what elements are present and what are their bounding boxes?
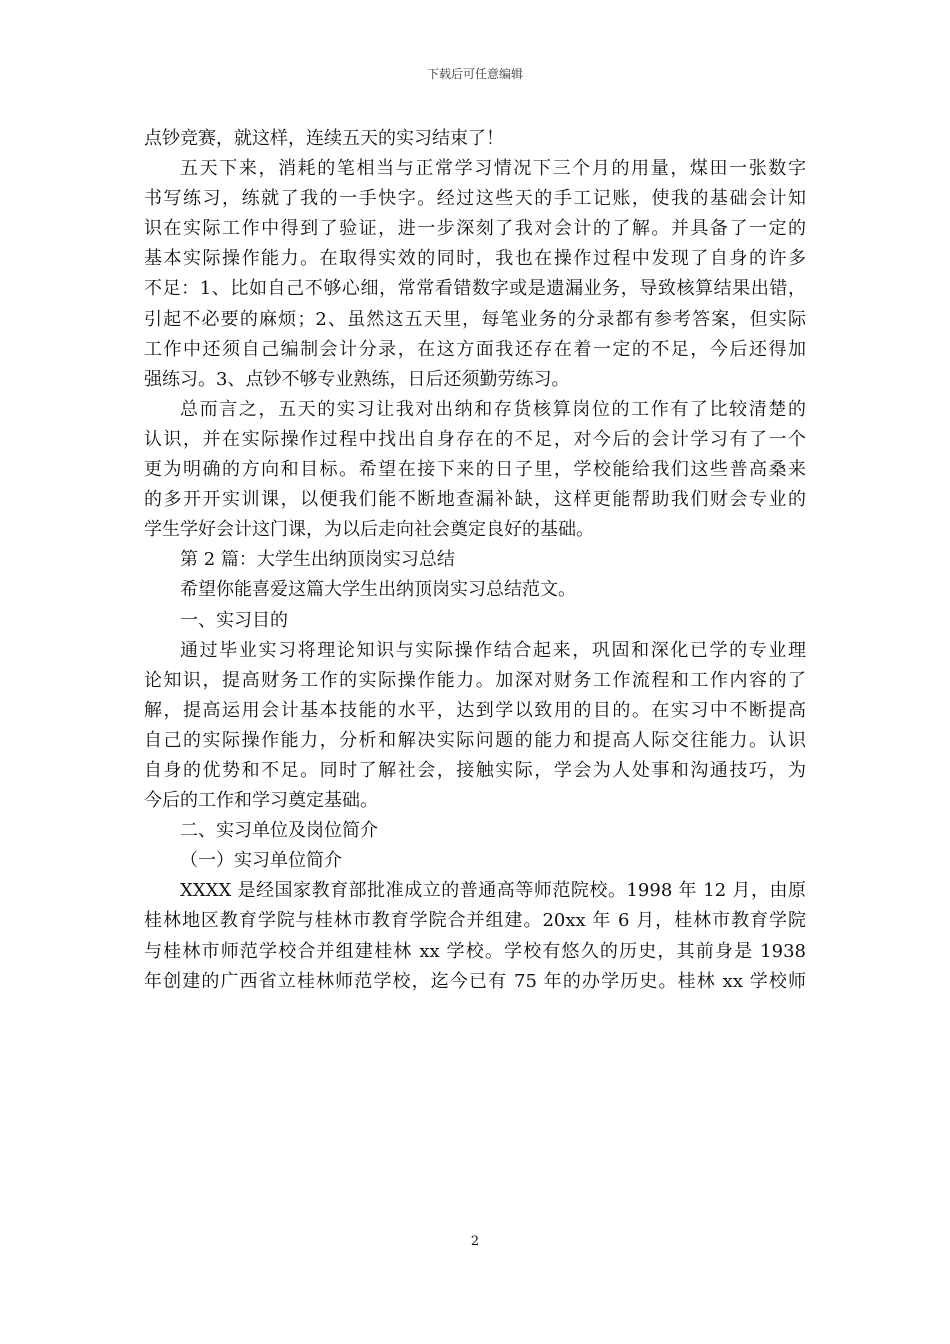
text-line: 年创建的广西省立桂林师范学校，迄今已有 75 年的办学历史。桂林 xx 学校师 <box>144 970 806 992</box>
document-body <box>144 124 806 997</box>
text-line: 总而言之，五天的实习让我对出纳和存货核算岗位的工作有了比较清楚的 <box>180 398 806 420</box>
text-line: 引起不必要的麻烦；2、虽然这五天里，每笔业务的分录都有参考答案，但实际 <box>144 308 806 330</box>
text-line: 今后的工作和学习奠定基础。 <box>144 790 378 812</box>
text-line: 强练习。3、点钞不够专业熟练，日后还须勤劳练习。 <box>144 368 570 390</box>
text-line: 论知识，提高财务工作的实际操作能力。加深对财务工作流程和工作内容的了 <box>144 669 806 691</box>
text-line: 通过毕业实习将理论知识与实际操作结合起来，巩固和深化已学的专业理 <box>180 639 806 661</box>
text-line: 学生学好会计这门课，为以后走向社会奠定良好的基础。 <box>144 519 594 541</box>
text-line: 书写练习，练就了我的一手快字。经过这些天的手工记账，使我的基础会计知 <box>144 188 806 210</box>
text-line: 一、实习目的 <box>180 609 288 631</box>
text-line: 自身的优势和不足。同时了解社会，接触实际，学会为人处事和沟通技巧，为 <box>144 759 806 781</box>
text-line: 的多开开实训课，以便我们能不断地查漏补缺，这样更能帮助我们财会专业的 <box>144 489 806 511</box>
page-number: 2 <box>470 1234 480 1249</box>
page-header: 下载后可任意编辑 <box>426 67 523 81</box>
text-line: 与桂林市师范学校合并组建桂林 xx 学校。学校有悠久的历史，其前身是 1938 <box>144 940 806 962</box>
text-line: 识在实际工作中得到了验证，进一步深刻了我对会计的了解。并具备了一定的 <box>144 218 806 240</box>
text-line: 更为明确的方向和目标。希望在接下来的日子里，学校能给我们这些普高桑来 <box>144 459 806 481</box>
text-line: 二、实习单位及岗位简介 <box>180 820 378 842</box>
text-line: 解，提高运用会计基本技能的水平，达到学以致用的目的。在实习中不断提高 <box>144 699 806 721</box>
text-line: XXXX 是经国家教育部批准成立的普通高等师范院校。1998 年 12 月，由原 <box>180 880 806 902</box>
text-line: 五天下来，消耗的笔相当与正常学习情况下三个月的用量，煤田一张数字 <box>180 158 806 180</box>
text-line: 认识，并在实际操作过程中找出自身存在的不足，对今后的会计学习有了一个 <box>144 428 806 450</box>
text-line: 点钞竞赛，就这样，连续五天的实习结束了！ <box>144 128 504 149</box>
text-line: 希望你能喜爱这篇大学生出纳顶岗实习总结范文。 <box>180 579 576 601</box>
text-line: 桂林地区教育学院与桂林市教育学院合并组建。20xx 年 6 月，桂林市教育学院 <box>144 910 806 932</box>
text-line: 工作中还须自己编制会计分录，在这方面我还存在着一定的不足，今后还得加 <box>144 338 806 360</box>
text-line: （一）实习单位简介 <box>180 850 342 872</box>
text-line: 第 2 篇：大学生出纳顶岗实习总结 <box>180 549 455 571</box>
text-line: 自己的实际操作能力，分析和解决实际问题的能力和提高人际交往能力。认识 <box>144 729 806 751</box>
text-line: 不足：1、比如自己不够心细，常常看错数字或是遗漏业务，导致核算结果出错， <box>144 278 806 300</box>
text-line: 基本实际操作能力。在取得实效的同时，我也在操作过程中发现了自身的许多 <box>144 248 806 270</box>
